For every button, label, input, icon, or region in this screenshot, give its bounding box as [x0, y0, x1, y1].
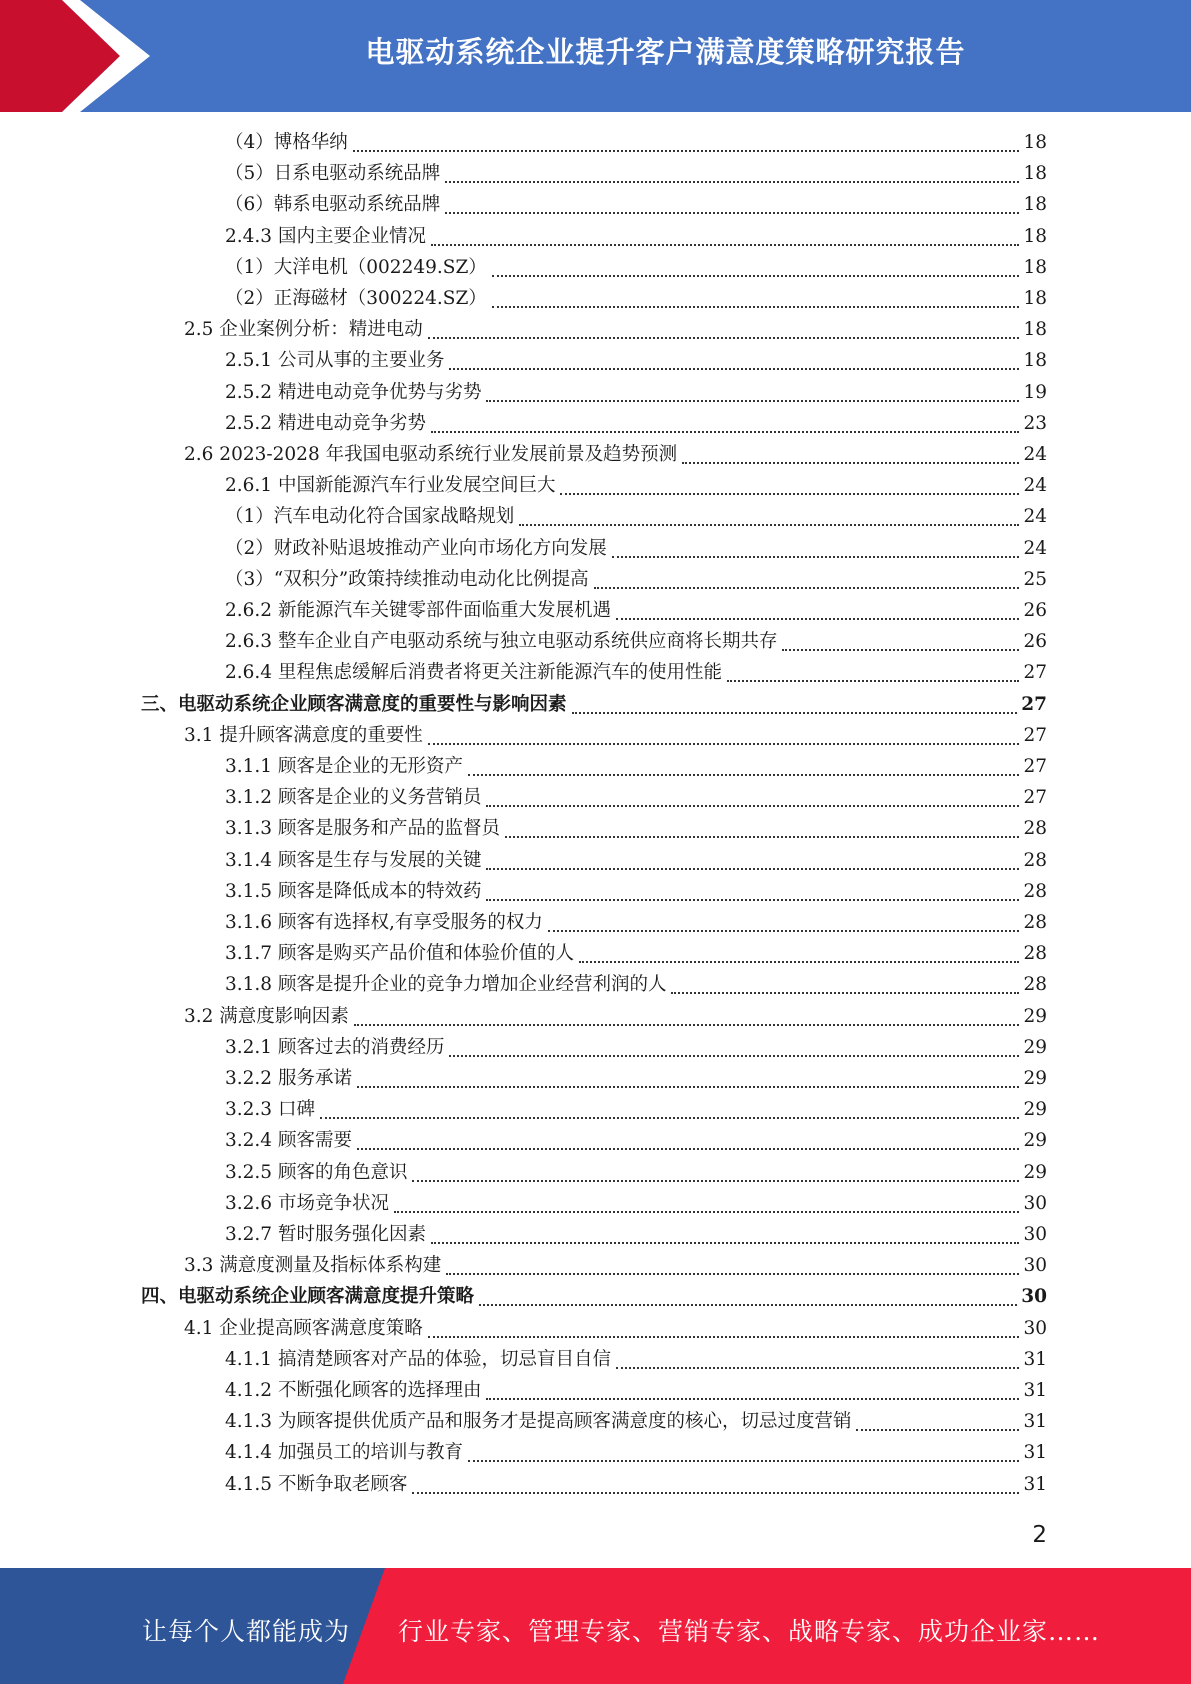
toc-entry-title: 4.1.3 为顾客提供优质产品和服务才是提高顾客满意度的核心，切忌过度营销: [225, 1411, 852, 1433]
toc-entry-title: 3.1.4 顾客是生存与发展的关键: [225, 849, 482, 871]
toc-entry-page: 31: [1023, 1380, 1047, 1401]
toc-entry-page: 24: [1023, 537, 1047, 559]
toc-entry-page: 25: [1023, 568, 1047, 590]
toc-entry[interactable]: [225, 1407, 1047, 1438]
toc-entry-page: 24: [1023, 444, 1047, 465]
toc-dot-leader: [449, 368, 1019, 370]
toc-entry[interactable]: [225, 378, 1047, 409]
toc-entry-title: 4.1.1 搞清楚顾客对产品的体验，切忌盲目自信: [225, 1348, 611, 1370]
toc-entry[interactable]: [225, 159, 1047, 190]
header-title: 电驱动系统企业提升客户满意度策略研究报告: [365, 35, 966, 69]
toc-entry-page: 18: [1023, 225, 1047, 247]
toc-entry[interactable]: [184, 440, 1047, 471]
toc-dot-leader: [612, 556, 1020, 558]
page-header: [0, 0, 1191, 112]
toc-dot-leader: [357, 1086, 1020, 1088]
toc-entry-page: 29: [1023, 1005, 1047, 1027]
toc-entry-page: 30: [1023, 1317, 1047, 1339]
toc-dot-leader: [468, 774, 1019, 776]
toc-dot-leader: [505, 836, 1019, 838]
toc-entry-title: 3.2.5 顾客的角色意识: [225, 1161, 408, 1183]
toc-entry-title: 4.1 企业提高顾客满意度策略: [184, 1317, 423, 1339]
toc-dot-leader: [468, 1460, 1019, 1462]
toc-entry-title: 3.2.6 市场竞争状况: [225, 1192, 389, 1214]
footer-slogan-left: 让每个人都能成为: [142, 1617, 351, 1646]
toc-entry[interactable]: [225, 627, 1047, 658]
toc-dot-leader: [486, 1398, 1019, 1400]
toc-entry-page: 29: [1023, 1068, 1047, 1089]
toc-entry-title: 3.1.8 顾客是提升企业的竞争力增加企业经营利润的人: [225, 974, 667, 996]
toc-entry-title: 4.1.5 不断争取老顾客: [225, 1473, 408, 1495]
toc-entry-page: 18: [1023, 288, 1047, 309]
toc-entry-page: 23: [1023, 412, 1047, 434]
toc-entry[interactable]: [225, 1158, 1047, 1189]
toc-dot-leader: [682, 462, 1019, 464]
toc-dot-leader: [479, 1304, 1017, 1306]
toc-entry[interactable]: [225, 1095, 1047, 1126]
toc-dot-leader: [449, 1055, 1019, 1057]
toc-entry-page: 31: [1023, 1411, 1047, 1433]
toc-entry-page: 28: [1023, 818, 1047, 840]
toc-entry-title: 三、电驱动系统企业顾客满意度的重要性与影响因素: [141, 693, 567, 715]
toc-entry[interactable]: [225, 814, 1047, 845]
toc-dot-leader: [428, 1336, 1020, 1338]
toc-entry[interactable]: [225, 970, 1047, 1001]
toc-dot-leader: [560, 493, 1019, 495]
toc-entry-title: 四、电驱动系统企业顾客满意度提升策略: [141, 1286, 475, 1308]
header-arrow-decoration: [0, 0, 150, 112]
toc-entry-title: 2.6.1 中国新能源汽车行业发展空间巨大: [225, 475, 556, 497]
toc-dot-leader: [431, 1242, 1019, 1244]
toc-entry[interactable]: [184, 1251, 1047, 1282]
toc-entry-page: 27: [1023, 756, 1047, 777]
toc-entry-title: 3.3 满意度测量及指标体系构建: [184, 1255, 442, 1277]
toc-entry-page: 28: [1023, 943, 1047, 965]
toc-dot-leader: [486, 868, 1019, 870]
toc-entry[interactable]: [225, 1126, 1047, 1157]
toc-entry-title: 2.4.3 国内主要企业情况: [225, 225, 426, 247]
toc-dot-leader: [354, 1024, 1020, 1026]
toc-entry-title: 3.2.3 口碑: [225, 1099, 315, 1121]
toc-entry-page: 28: [1023, 912, 1047, 933]
toc-dot-leader: [486, 805, 1019, 807]
toc-entry-title: 2.6.3 整车企业自产电驱动系统与独立电驱动系统供应商将长期共存: [225, 631, 778, 653]
toc-entry-title: 2.6 2023-2028 年我国电驱动系统行业发展前景及趋势预测: [184, 444, 678, 465]
toc-entry-title: 3.1.6 顾客有选择权,有享受服务的权力: [225, 912, 543, 933]
toc-entry-title: 2.5.2 精进电动竞争劣势: [225, 412, 426, 434]
toc-dot-leader: [320, 1117, 1020, 1119]
toc-entry-page: 28: [1023, 974, 1047, 996]
toc-dot-leader: [486, 899, 1019, 901]
toc-entry-title: （4）博格华纳: [225, 132, 348, 153]
toc-entry-page: 30: [1023, 1255, 1047, 1277]
toc-dot-leader: [486, 400, 1019, 402]
toc-dot-leader: [394, 1211, 1019, 1213]
toc-entry[interactable]: [225, 222, 1047, 253]
toc-entry[interactable]: [225, 1376, 1047, 1407]
toc-dot-leader: [492, 306, 1020, 308]
toc-entry[interactable]: [225, 1033, 1047, 1064]
toc-entry-title: （1）大洋电机（002249.SZ）: [225, 256, 487, 278]
toc-dot-leader: [357, 1148, 1020, 1150]
toc-entry-page: 18: [1023, 350, 1047, 372]
toc-dot-leader: [428, 337, 1020, 339]
toc-entry[interactable]: [225, 877, 1047, 908]
toc-dot-leader: [519, 524, 1019, 526]
toc-entry[interactable]: [225, 471, 1047, 502]
toc-dot-leader: [727, 680, 1019, 682]
toc-dot-leader: [782, 649, 1019, 651]
toc-entry-page: 26: [1023, 600, 1047, 621]
toc-dot-leader: [856, 1429, 1019, 1431]
toc-entry-page: 31: [1023, 1473, 1047, 1495]
toc-entry[interactable]: [225, 1345, 1047, 1376]
toc-entry-title: 4.1.2 不断强化顾客的选择理由: [225, 1380, 482, 1401]
toc-entry[interactable]: [225, 596, 1047, 627]
toc-dot-leader: [445, 181, 1019, 183]
toc-dot-leader: [431, 244, 1019, 246]
toc-entry-page: 29: [1023, 1161, 1047, 1183]
toc-entry[interactable]: [225, 409, 1047, 440]
toc-entry-page: 30: [1023, 1192, 1047, 1214]
toc-entry-page: 29: [1023, 1036, 1047, 1058]
toc-dot-leader: [616, 1367, 1019, 1369]
toc-entry[interactable]: [184, 1314, 1047, 1345]
toc-entry-title: （3）“双积分”政策持续推动电动化比例提高: [225, 568, 589, 590]
toc-entry[interactable]: [184, 721, 1047, 752]
toc-entry[interactable]: [184, 1002, 1047, 1033]
toc-entry[interactable]: [225, 1064, 1047, 1095]
toc-entry-title: 2.5.2 精进电动竞争优势与劣势: [225, 381, 482, 403]
toc-dot-leader: [445, 212, 1019, 214]
toc-entry[interactable]: [225, 502, 1047, 533]
toc-dot-leader: [548, 930, 1020, 932]
toc-entry[interactable]: [225, 1189, 1047, 1220]
toc-entry[interactable]: [225, 939, 1047, 970]
toc-entry[interactable]: [225, 534, 1047, 565]
toc-entry-page: 31: [1023, 1348, 1047, 1370]
toc-entry-page: 27: [1023, 787, 1047, 809]
toc-entry-title: 3.1.1 顾客是企业的无形资产: [225, 756, 463, 777]
toc-entry-page: 18: [1023, 132, 1047, 153]
toc-entry-page: 27: [1023, 724, 1047, 746]
toc-entry-title: 3.2.4 顾客需要: [225, 1130, 352, 1152]
toc-entry-page: 18: [1023, 256, 1047, 278]
toc-entry-title: 3.1.7 顾客是购买产品价值和体验价值的人: [225, 943, 574, 965]
toc-entry-title: 3.2 满意度影响因素: [184, 1005, 349, 1027]
toc-entry-title: 3.1.5 顾客是降低成本的特效药: [225, 880, 482, 902]
toc-entry-page: 28: [1023, 880, 1047, 902]
toc-entry[interactable]: [225, 565, 1047, 596]
toc-dot-leader: [594, 587, 1020, 589]
toc-entry-title: 3.1.3 顾客是服务和产品的监督员: [225, 818, 500, 840]
toc-entry[interactable]: [225, 1220, 1047, 1251]
toc-entry[interactable]: [141, 690, 1047, 721]
toc-entry-title: 2.5.1 公司从事的主要业务: [225, 350, 445, 372]
toc-dot-leader: [446, 1273, 1019, 1275]
toc-entry[interactable]: [225, 908, 1047, 939]
toc-dot-leader: [412, 1492, 1019, 1494]
toc-entry[interactable]: [225, 846, 1047, 877]
toc-entry-page: 29: [1023, 1099, 1047, 1121]
toc-entry-title: （6）韩系电驱动系统品牌: [225, 194, 441, 216]
toc-entry-title: （2）财政补贴退坡推动产业向市场化方向发展: [225, 537, 607, 559]
toc-entry[interactable]: [225, 783, 1047, 814]
toc-dot-leader: [671, 992, 1019, 994]
toc-entry-title: 2.6.4 里程焦虑缓解后消费者将更关注新能源汽车的使用性能: [225, 662, 722, 684]
toc-entry[interactable]: [141, 1282, 1047, 1313]
toc-entry-title: （5）日系电驱动系统品牌: [225, 163, 441, 185]
toc-entry[interactable]: [225, 1438, 1047, 1469]
toc-entry[interactable]: [225, 253, 1047, 284]
toc-entry-title: 3.2.1 顾客过去的消费经历: [225, 1036, 445, 1058]
toc-entry-page: 18: [1023, 163, 1047, 185]
toc-dot-leader: [579, 961, 1019, 963]
toc-entry-title: 2.6.2 新能源汽车关键零部件面临重大发展机遇: [225, 600, 611, 621]
footer-slogan-right: 行业专家、管理专家、营销专家、战略专家、成功企业家……: [398, 1617, 1101, 1646]
toc-dot-leader: [616, 618, 1019, 620]
toc-entry[interactable]: [225, 284, 1047, 315]
toc-entry[interactable]: [225, 1470, 1047, 1501]
toc-entry-title: （1）汽车电动化符合国家战略规划: [225, 506, 515, 528]
toc-entry-title: 4.1.4 加强员工的培训与教育: [225, 1442, 463, 1464]
toc-entry[interactable]: [225, 346, 1047, 377]
page-number: 2: [1032, 1522, 1047, 1548]
toc-entry[interactable]: [225, 128, 1047, 159]
toc-entry-page: 18: [1023, 194, 1047, 216]
toc-entry-page: 24: [1023, 475, 1047, 497]
toc-entry-page: 19: [1023, 381, 1047, 403]
toc-dot-leader: [492, 275, 1020, 277]
toc-entry-title: 3.1.2 顾客是企业的义务营销员: [225, 787, 482, 809]
toc-entry-page: 24: [1023, 506, 1047, 528]
toc-entry[interactable]: [225, 752, 1047, 783]
toc-dot-leader: [428, 743, 1020, 745]
toc-entry[interactable]: [225, 658, 1047, 689]
toc-entry[interactable]: [184, 315, 1047, 346]
page-footer: [0, 1568, 1191, 1684]
toc-dot-leader: [412, 1180, 1019, 1182]
toc-dot-leader: [572, 712, 1018, 714]
toc-entry-page: 30: [1023, 1224, 1047, 1245]
toc-entry-page: 30: [1021, 1286, 1047, 1308]
toc-entry-page: 28: [1023, 849, 1047, 871]
toc-entry-title: 3.1 提升顾客满意度的重要性: [184, 724, 423, 746]
toc-entry[interactable]: [225, 190, 1047, 221]
toc-entry-page: 31: [1023, 1442, 1047, 1464]
toc-dot-leader: [353, 150, 1020, 152]
toc-entry-page: 27: [1023, 662, 1047, 684]
toc-entry-page: 26: [1023, 631, 1047, 653]
toc-entry-title: 3.2.2 服务承诺: [225, 1068, 352, 1089]
toc-entry-title: 2.5 企业案例分析：精进电动: [184, 319, 423, 341]
toc-entry-title: 3.2.7 暂时服务强化因素: [225, 1224, 426, 1245]
toc-entry-page: 27: [1021, 693, 1047, 715]
toc-entry-title: （2）正海磁材（300224.SZ）: [225, 288, 487, 309]
toc-dot-leader: [431, 431, 1019, 433]
toc-entry-page: 18: [1023, 319, 1047, 341]
toc-entry-page: 29: [1023, 1130, 1047, 1152]
